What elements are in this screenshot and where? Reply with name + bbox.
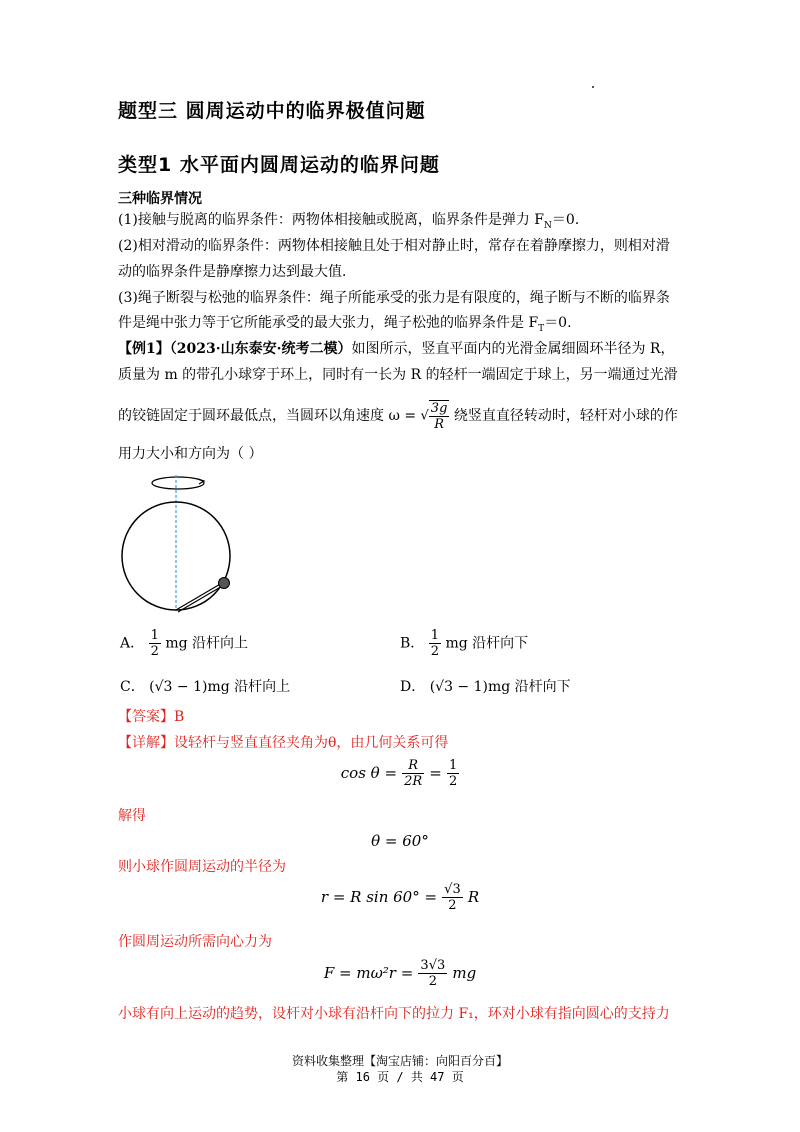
equation-force: F = mω²r = $\frac{3√3}{2}$ mg	[323, 958, 477, 989]
detail-intro: 【详解】设轻杆与竖直直径夹角为θ，由几何关系可得	[118, 735, 449, 751]
solve-label: 解得	[118, 808, 146, 824]
condition-2: (2)相对滑动的临界条件：两物体相接触且处于相对静止时，常存在着静摩擦力，则相对滑	[118, 238, 670, 254]
detail-last-line: 小球有向上运动的趋势，设杆对小球有沿杆向下的拉力 F₁，环对小球有指向圆心的支持力	[118, 1006, 670, 1022]
option-a[interactable]: A． $\frac{1}{2}$ mg 沿杆向上	[120, 628, 248, 659]
example-line-1: 【例1】（2023·山东泰安·统考二模）如图所示，竖直平面内的光滑金属细圆环半径为 R，	[118, 341, 675, 357]
force-text: 作圆周运动所需向心力为	[118, 934, 272, 950]
light-rod-2	[178, 585, 224, 612]
circle-ring-diagram	[118, 470, 238, 620]
radius-text: 则小球作圆周运动的半径为	[118, 859, 286, 875]
heading-sub: 类型1 水平面内圆周运动的临界问题	[118, 154, 440, 176]
rotation-arrow-head	[198, 479, 204, 484]
small-ball	[219, 578, 230, 589]
example-line-3: 的铰链固定于圆环最低点，当圆环以角速度 ω = √ $\frac{3g}{R}$ 绕竖直直径转动时，轻杆对小球的作	[118, 401, 678, 432]
condition-2-cont: 动的临界条件是静摩擦力达到最大值．	[118, 264, 356, 280]
light-rod-1	[176, 583, 222, 610]
example-line-2: 质量为 m 的带孔小球穿于环上，同时有一长为 R 的轻杆一端固定于球上，另一端通过光滑	[118, 367, 678, 383]
example-source: （2023·山东泰安·统考二模）	[169, 341, 352, 357]
option-d[interactable]: D． (√3 − 1)mg 沿杆向下	[400, 679, 571, 695]
answer-line: 【答案】B	[118, 709, 185, 725]
option-c[interactable]: C． (√3 − 1)mg 沿杆向上	[120, 679, 291, 695]
example-line-4: 用力大小和方向为（ ）	[118, 446, 263, 462]
equation-cos-theta: cos θ = $\frac{R}{2R}$ = $\frac{1}{2}$	[340, 758, 458, 789]
footer-page-number: 第 16 页 / 共 47 页	[336, 1070, 464, 1084]
equation-theta: θ = 60°	[371, 832, 429, 850]
rotation-arrow-ellipse	[152, 477, 204, 489]
speck-mark	[592, 86, 594, 88]
equation-radius: r = R sin 60° = $\frac{√3}{2}$ R	[320, 882, 480, 913]
subsection-title: 三种临界情况	[118, 191, 202, 207]
condition-3: (3)绳子断裂与松弛的临界条件：绳子所能承受的张力是有限度的，绳子断与不断的临界条	[118, 290, 670, 306]
footer-source: 资料收集整理【淘宝店铺：向阳百分百】	[291, 1054, 508, 1068]
condition-1: (1)接触与脱离的临界条件：两物体相接触或脱离，临界条件是弹力 $F_N=0$.	[118, 212, 580, 231]
condition-3-cont: 件是绳中张力等于它所能承受的最大张力，绳子松弛的临界条件是 $F_T=0$.	[118, 315, 572, 334]
option-b[interactable]: B． $\frac{1}{2}$ mg 沿杆向下	[400, 628, 529, 659]
heading-main: 题型三 圆周运动中的临界极值问题	[118, 100, 426, 122]
example-label: 【例1】	[118, 341, 170, 357]
